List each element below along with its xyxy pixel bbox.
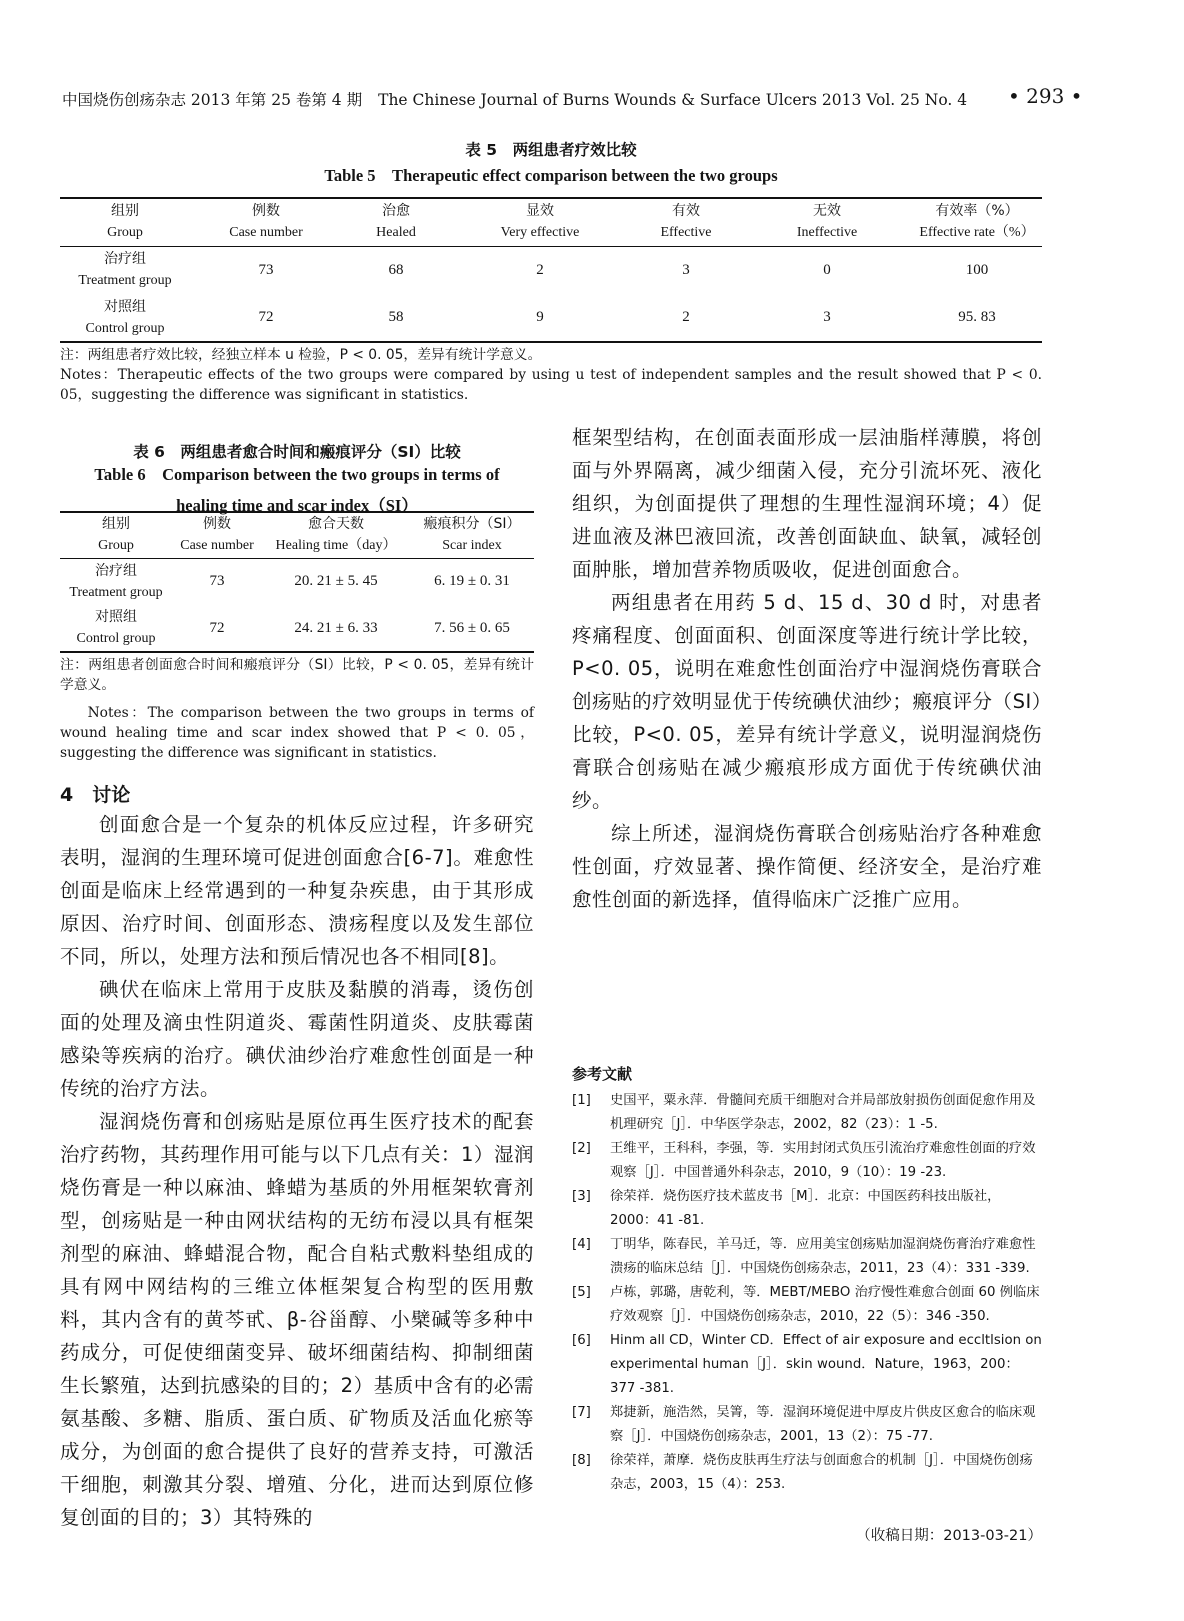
table6-header-row xyxy=(60,512,534,558)
table6-note-en: Notes：The comparison between the two groups in terms of wound healing time and scar index showed that P < 0. 05，suggesting the difference was significant in statistics. xyxy=(60,705,534,761)
table6 xyxy=(60,511,534,653)
references-title: 参考文献 xyxy=(572,1065,633,1083)
table5-caption-en: Table 5 Therapeutic effect comparison between the two groups xyxy=(324,166,778,185)
table-row xyxy=(60,558,534,605)
table5-col-header: 有效 Effective xyxy=(660,203,712,241)
table5-col-header: 无效 Ineffective xyxy=(796,203,858,241)
table5-cell: 95. 83 xyxy=(958,309,996,325)
table5-cell: 100 xyxy=(965,261,989,278)
table5-cell: 0 xyxy=(823,261,831,278)
table5-cell: 73 xyxy=(258,261,274,278)
table6-col-header: 组别 Group xyxy=(98,516,134,554)
table6-cell: 7. 56 ± 0. 65 xyxy=(434,619,510,636)
table6-cell: 73 xyxy=(209,573,225,590)
table5-cell: 58 xyxy=(388,309,404,325)
table6-caption-en-line2: healing time and scar index（SI） xyxy=(176,496,418,515)
paragraph: 碘伏在临床上常用于皮肤及黏膜的消毒，烫伤创面的处理及滴虫性阴道炎、霉菌性阴道炎、皮肤霉菌感染等疾病的治疗。碘伏油纱治疗难愈性创面是一种传统的治疗方法。 xyxy=(60,978,534,1100)
section-heading: 4 讨论 xyxy=(60,784,131,806)
table5 xyxy=(60,197,1042,343)
table6-cell: 24. 21 ± 6. 33 xyxy=(294,619,378,636)
table5-col-header: 组别 Group xyxy=(107,203,143,241)
reference-item: [5] 卢栋，郭璐，唐乾利，等．MEBT/MEBO 治疗慢性难愈合创面 60 例临床疗效观察［J］．中国烧伤创疡杂志，2010，22（5）：346 -350. xyxy=(572,1285,1040,1324)
right-column-text xyxy=(572,421,1042,916)
table-row xyxy=(60,605,534,652)
reference-item: [1] 史国平，粟永萍．骨髓间充质干细胞对合并局部放射损伤创面促愈作用及机理研究［J］．中华医学杂志，2002，82（23）：1 -5. xyxy=(572,1093,1036,1132)
table5-col-header: 治愈 Healed xyxy=(376,203,416,241)
table6-cell: 20. 21 ± 5. 45 xyxy=(294,573,378,590)
journal-title-zh: 中国烧伤创疡杂志 2013 年第 25 卷第 4 期 xyxy=(62,91,363,109)
paragraph: 框架型结构，在创面表面形成一层油脂样薄膜，将创面与外界隔离，减少细菌入侵，充分引流坏死、液化组织，为创面提供了理想的生理性湿润环境；4）促进血液及淋巴液回流，改善创面缺血、缺氧，减轻创面肿胀，增加营养物质吸收，促进创面愈合。 xyxy=(572,426,1042,581)
paragraph: 创面愈合是一个复杂的机体反应过程，许多研究表明，湿润的生理环境可促进创面愈合[6-7]。难愈性创面是临床上经常遇到的一种复杂疾患，由于其形成原因、治疗时间、创面形态、溃疡程度以及发生部位不同，所以，处理方法和预后情况也各不相同[8]。 xyxy=(60,813,534,968)
reference-item: [8] 徐荣祥，萧摩．烧伤皮肤再生疗法与创面愈合的机制［J］．中国烧伤创疡杂志，2003，15（4）：253. xyxy=(572,1453,1033,1492)
table5-group-cell: 治疗组 Treatment group xyxy=(78,251,172,289)
table5-col-header: 显效 Very effective xyxy=(500,203,580,241)
table6-cell: 6. 19 ± 0. 31 xyxy=(434,573,510,590)
table5-cell: 72 xyxy=(258,309,274,325)
journal-title-en: The Chinese Journal of Burns Wounds & Surface Ulcers 2013 Vol. 25 No. 4 xyxy=(378,91,968,109)
table5-col-header: 例数 Case number xyxy=(229,203,303,241)
reference-item: [6] Hinm all CD，Winter CD．Effect of air exposure and eccltlsion on experimental human［J］．skin wound．Nature，1963，200：377 -381. xyxy=(572,1333,1042,1396)
reference-item: [3] 徐荣祥．烧伤医疗技术蓝皮书［M］．北京：中国医药科技出版社，2000：41 -81. xyxy=(572,1189,1001,1228)
reference-item: [2] 王维平，王科科，李强，等．实用封闭式负压引流治疗难愈性创面的疗效观察［J］．中国普通外科杂志，2010，9（10）：19 -23. xyxy=(572,1141,1036,1180)
table6-col-header: 愈合天数 Healing time（day） xyxy=(275,516,397,554)
table5-cell: 68 xyxy=(388,261,404,278)
table6-group-cell: 对照组 Control group xyxy=(76,609,156,646)
table5-note-zh: 注：两组患者疗效比较，经独立样本 u 检验，P < 0. 05，差异有统计学意义。 xyxy=(60,347,542,363)
table5-cell: 2 xyxy=(536,261,544,278)
table5-note-en: Notes：Therapeutic effects of the two groups were compared by using u test of independent samples and the result showed that P < 0. 05，suggesting the difference was significant in statistics. xyxy=(60,367,1042,403)
table5-cell: 9 xyxy=(536,309,544,325)
table6-caption-zh: 表 6 两组患者愈合时间和瘢痕评分（SI）比较 xyxy=(133,443,461,461)
table5-cell: 3 xyxy=(823,309,831,325)
table5-group-cell: 对照组 Control group xyxy=(85,298,165,336)
received-date: （收稿日期：2013-03-21） xyxy=(856,1528,1042,1544)
references-list xyxy=(572,1089,1042,1497)
table6-caption-en-line1: Table 6 Comparison between the two groups in terms of xyxy=(94,465,500,484)
paragraph: 两组患者在用药 5 d、15 d、30 d 时，对患者疼痛程度、创面面积、创面深度等进行统计学比较，P<0. 05，说明在难愈性创面治疗中湿润烧伤膏联合创疡贴的疗效明显优于传统碘伏油纱；瘢痕评分（SI）比较，P<0. 05，差异有统计学意义，说明湿润烧伤膏联合创疡贴在减少瘢痕形成方面优于传统碘伏油纱。 xyxy=(572,591,1042,812)
table6-note xyxy=(60,655,534,763)
running-header xyxy=(62,88,1062,110)
page-number: • 293 • xyxy=(1008,84,1083,108)
table-row xyxy=(60,294,1042,342)
left-column-text xyxy=(60,808,534,1534)
table6-col-header: 例数 Case number xyxy=(180,516,254,554)
table-row xyxy=(60,246,1042,294)
table5-caption-zh: 表 5 两组患者疗效比较 xyxy=(465,141,637,159)
reference-item: [7] 郑捷新，施浩然，吴箐，等．湿润环境促进中厚皮片供皮区愈合的临床观察［J］．中国烧伤创疡杂志，2001，13（2）：75 -77. xyxy=(572,1405,1036,1444)
table5-cell: 3 xyxy=(682,261,690,278)
table6-note-zh: 注：两组患者创面愈合时间和瘢痕评分（SI）比较，P < 0. 05，差异有统计学意义。 xyxy=(60,657,534,693)
table5-col-header: 有效率（%） Effective rate（%） xyxy=(919,203,1035,241)
table5-header-row xyxy=(60,198,1042,246)
table6-col-header: 瘢痕积分（SI） Scar index xyxy=(423,516,521,554)
paragraph: 综上所述，湿润烧伤膏联合创疡贴治疗各种难愈性创面，疗效显著、操作简便、经济安全，是治疗难愈性创面的新选择，值得临床广泛推广应用。 xyxy=(572,822,1042,911)
table5-cell: 2 xyxy=(682,309,690,325)
table6-group-cell: 治疗组 Treatment group xyxy=(69,562,163,600)
reference-item: [4] 丁明华，陈春民，羊马迁，等．应用美宝创疡贴加湿润烧伤膏治疗难愈性溃疡的临床总结［J］．中国烧伤创疡杂志，2011，23（4）：331 -339. xyxy=(572,1237,1036,1276)
table5-note xyxy=(60,345,1042,405)
paragraph: 湿润烧伤膏和创疡贴是原位再生医疗技术的配套治疗药物，其药理作用可能与以下几点有关：1）湿润烧伤膏是一种以麻油、蜂蜡为基质的外用框架软膏剂型，创疡贴是一种由网状结构的无纺布浸以具有框架剂型的麻油、蜂蜡混合物，配合自粘式敷料垫组成的具有网中网结构的三维立体框架复合构型的医用敷料，其内含有的黄芩甙、β-谷甾醇、小檗碱等多种中药成分，可促使细菌变异、破坏细菌结构、抑制细菌生长繁殖，达到抗感染的目的；2）基质中含有的必需氨基酸、多糖、脂质、蛋白质、矿物质及活血化瘀等成分，为创面的愈合提供了良好的营养支持，可激活干细胞，刺激其分裂、增殖、分化，进而达到原位修复创面的目的；3）其特殊的 xyxy=(60,1110,534,1529)
table6-cell: 72 xyxy=(209,619,225,636)
